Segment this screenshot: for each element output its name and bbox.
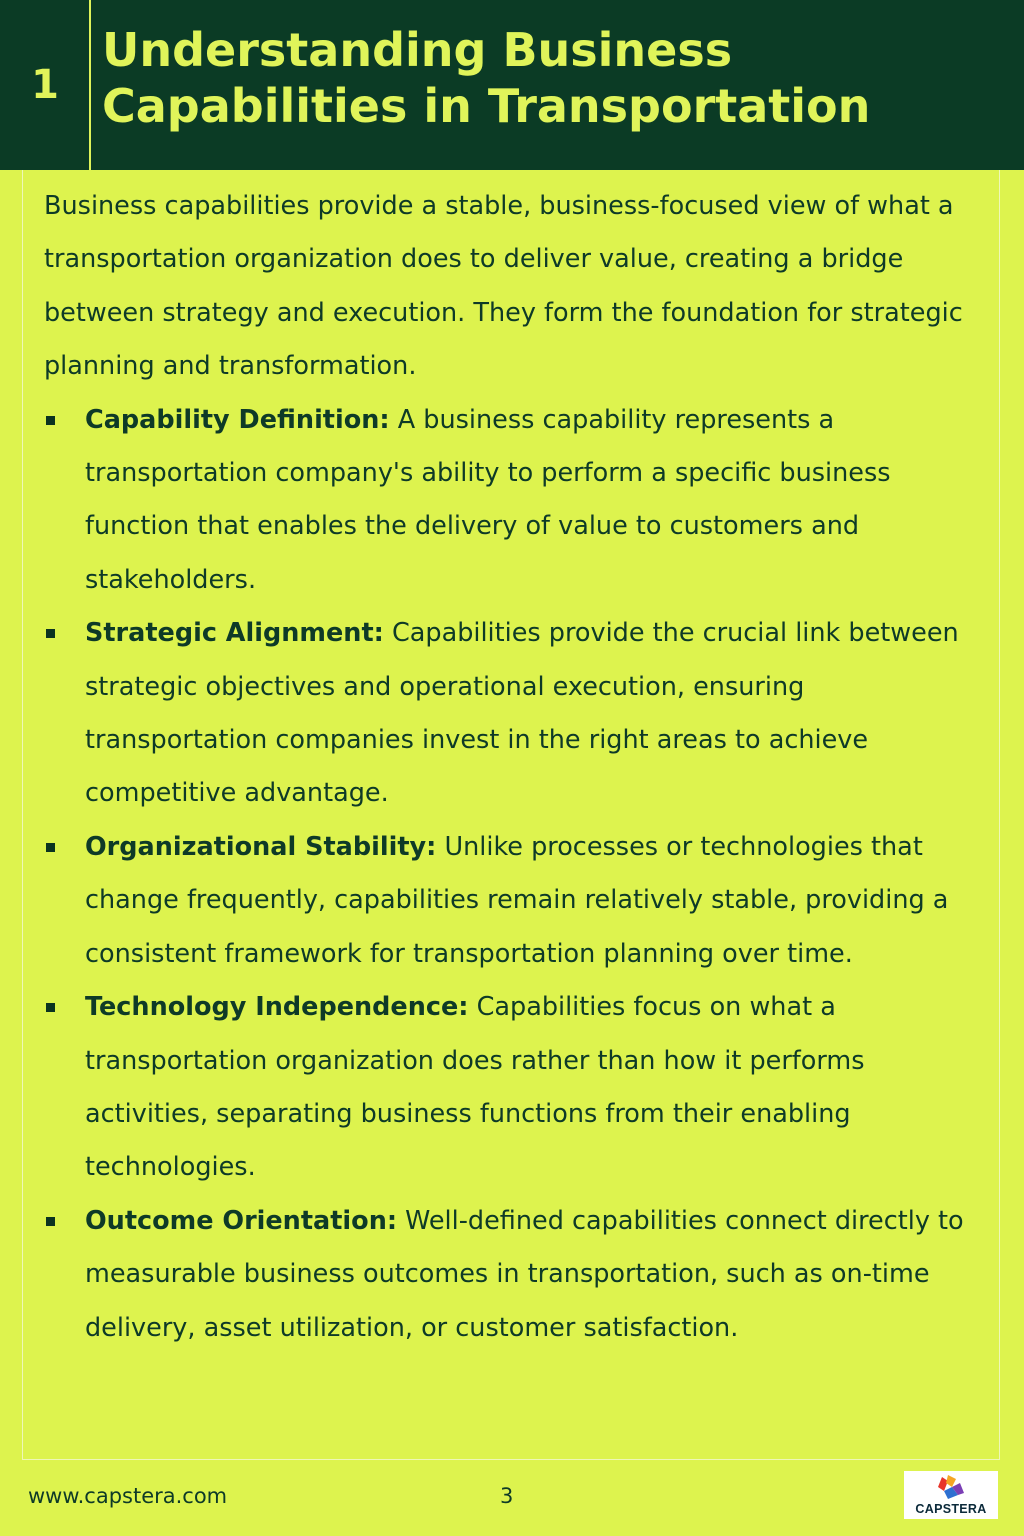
square-bullet-icon bbox=[46, 1003, 55, 1012]
capstera-logo-icon bbox=[934, 1473, 968, 1501]
header-bar bbox=[0, 0, 1024, 170]
logo-wordmark: CAPSTERA bbox=[915, 1502, 987, 1516]
bullet-text: Capabilities focus on what a transportation organization does rather than how it performs activities, separating business functions from their enabling technologies. bbox=[85, 992, 865, 1183]
bullet-list bbox=[44, 394, 994, 1355]
bullet-text: A business capability represents a transportation company's ability to perform a specific business function that enables the delivery of value to customers and stakeholders. bbox=[85, 404, 891, 595]
bullet-text: Well-defined capabilities connect directly to measurable business outcomes in transportation, such as on-time delivery, asset utilization, or customer satisfaction. bbox=[85, 1205, 964, 1343]
section-number: 1 bbox=[31, 62, 59, 108]
bullet-text: Unlike processes or technologies that change frequently, capabilities remain relatively stable, providing a consistent framework for transportation planning over time. bbox=[85, 831, 949, 969]
bullet-term: Capability Definition: bbox=[85, 404, 390, 435]
bullet-item-capability-definition bbox=[44, 394, 994, 608]
bullet-item-technology-independence bbox=[44, 981, 994, 1195]
bullet-item-organizational-stability bbox=[44, 821, 994, 981]
page-number: 3 bbox=[500, 1484, 514, 1508]
bullet-item-strategic-alignment bbox=[44, 607, 994, 821]
bullet-item-outcome-orientation bbox=[44, 1195, 994, 1355]
square-bullet-icon bbox=[46, 416, 55, 425]
capstera-logo bbox=[904, 1471, 998, 1519]
bullet-term: Outcome Orientation: bbox=[85, 1205, 398, 1236]
bullet-term: Strategic Alignment: bbox=[85, 618, 384, 649]
header-divider bbox=[89, 0, 91, 170]
footer-website-link[interactable]: www.capstera.com bbox=[28, 1484, 228, 1508]
content-body bbox=[44, 180, 994, 1355]
square-bullet-icon bbox=[46, 629, 55, 638]
square-bullet-icon bbox=[46, 843, 55, 852]
bullet-text: Capabilities provide the crucial link between strategic objectives and operational execution, ensuring transportation companies invest in the right areas to achieve competitive advantage. bbox=[85, 618, 959, 809]
bullet-term: Technology Independence: bbox=[85, 992, 469, 1023]
page-title: Understanding Business Capabilities in Transportation bbox=[102, 23, 871, 133]
bullet-term: Organizational Stability: bbox=[85, 831, 437, 862]
intro-paragraph: Business capabilities provide a stable, business-focused view of what a transportation organization does to deliver value, creating a bridge between strategy and execution. They form the foundation for strategic planning and transformation. bbox=[44, 191, 963, 382]
square-bullet-icon bbox=[46, 1217, 55, 1226]
